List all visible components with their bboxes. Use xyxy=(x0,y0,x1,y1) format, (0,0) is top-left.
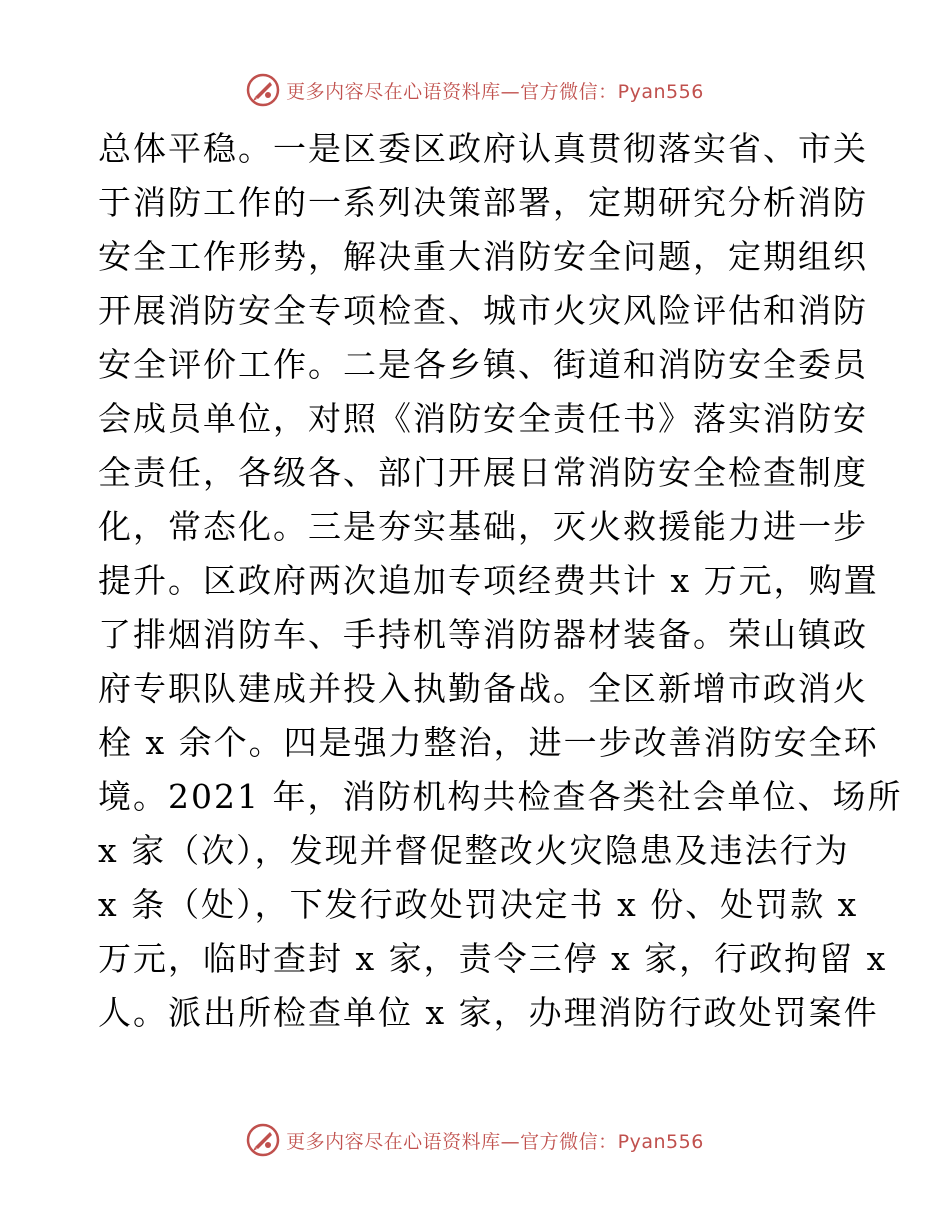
body-line: x 条（处），下发行政处罚决定书 x 份、处罚款 x xyxy=(98,885,859,924)
body-line: 人。派出所检查单位 x 家，办理消防行政处罚案件 xyxy=(98,993,879,1032)
quill-logo-icon xyxy=(246,1123,280,1157)
quill-logo-icon xyxy=(246,73,280,107)
body-line: 总体平稳。一是区委区政府认真贯彻落实省、市关 xyxy=(98,129,868,168)
body-line: 府专职队建成并投入执勤备战。全区新增市政消火 xyxy=(98,669,868,708)
footer-banner xyxy=(0,1122,950,1158)
body-line: 开展消防安全专项检查、城市火灾风险评估和消防 xyxy=(98,291,868,330)
header-banner-text: 更多内容尽在心语资料库—官方微信：Pyan556 xyxy=(286,80,704,103)
body-line: 全责任，各级各、部门开展日常消防安全检查制度 xyxy=(98,453,868,492)
body-line: 于消防工作的一系列决策部署，定期研究分析消防 xyxy=(98,183,868,222)
body-line: 提升。区政府两次追加专项经费共计 x 万元，购置 xyxy=(98,561,879,600)
document-body xyxy=(98,122,903,1040)
body-line: 安全工作形势，解决重大消防安全问题，定期组织 xyxy=(98,237,868,276)
body-line: 化，常态化。三是夯实基础，灭火救援能力进一步 xyxy=(98,507,868,546)
body-line: 安全评价工作。二是各乡镇、街道和消防安全委员 xyxy=(98,345,868,384)
header-banner xyxy=(0,72,950,108)
body-line: 境。2021 年，消防机构共检查各类社会单位、场所 xyxy=(98,777,903,816)
footer-banner-text: 更多内容尽在心语资料库—官方微信：Pyan556 xyxy=(286,1130,704,1153)
body-line: 会成员单位，对照《消防安全责任书》落实消防安 xyxy=(98,399,868,438)
body-line: 万元，临时查封 x 家，责令三停 x 家，行政拘留 x xyxy=(98,939,888,978)
body-line: x 家（次），发现并督促整改火灾隐患及违法行为 xyxy=(98,831,850,870)
body-line: 栓 x 余个。四是强力整治，进一步改善消防安全环 xyxy=(98,723,879,762)
body-line: 了排烟消防车、手持机等消防器材装备。荣山镇政 xyxy=(98,615,868,654)
